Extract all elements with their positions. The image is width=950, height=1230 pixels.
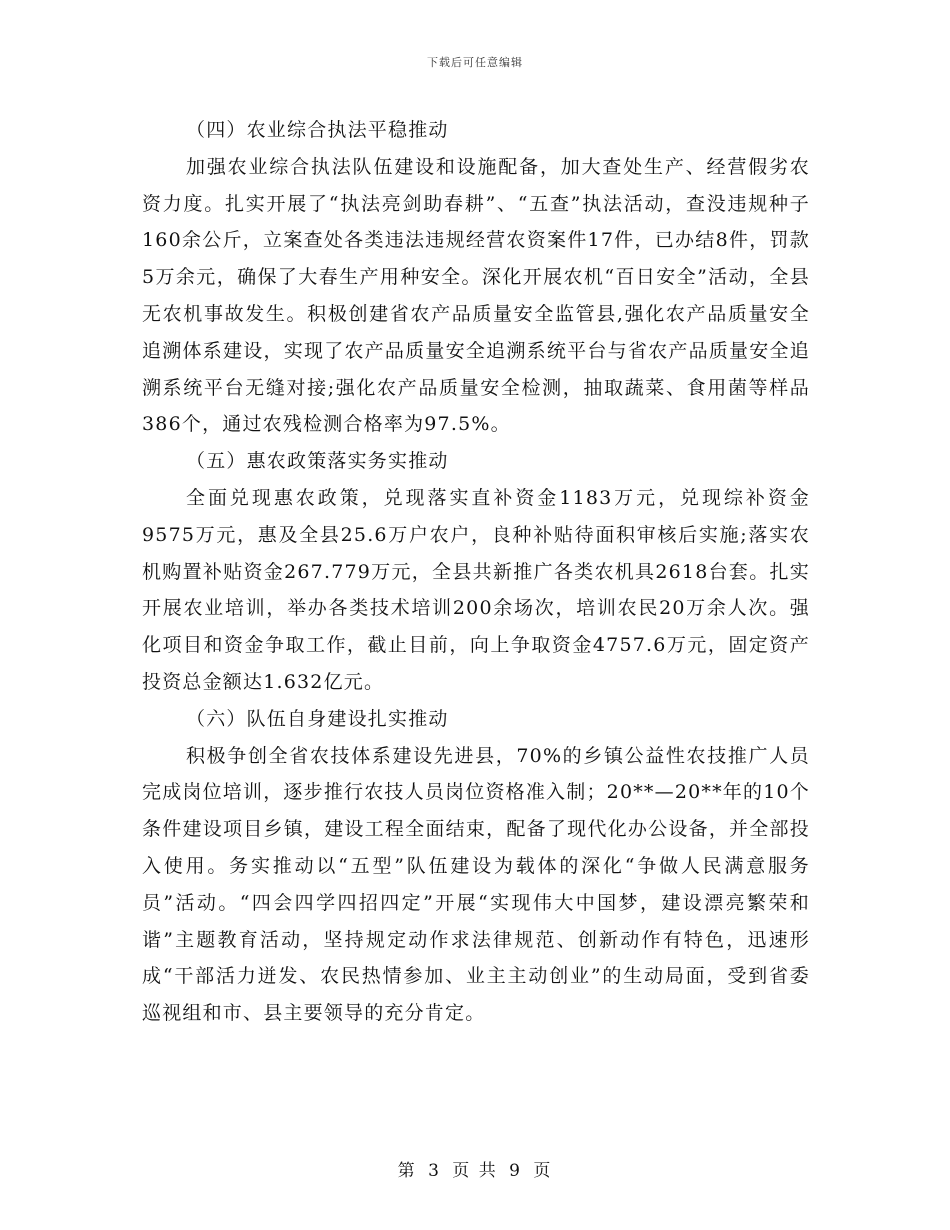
download-note: 下载后可任意编辑 <box>427 56 523 69</box>
document-body <box>142 112 810 1032</box>
total-page-count: 9 <box>509 1161 522 1181</box>
footer-prefix: 第 <box>397 1161 417 1181</box>
section-heading-6: （六）队伍自身建设扎实推动 <box>186 707 449 730</box>
footer-middle: 页 共 <box>452 1161 498 1181</box>
footer-suffix: 页 <box>533 1161 553 1181</box>
page-footer <box>0 1156 950 1181</box>
section-heading-4: （四）农业综合执法平稳推动 <box>186 119 449 141</box>
current-page-number: 3 <box>428 1161 441 1181</box>
section-paragraph-5: 全面兑现惠农政策，兑现落实直补资金1183万元，兑现综补资金9575万元，惠及全县25.6万户农户，良种补贴待面积审核后实施;落实农机购置补贴资金267.779万元，全县共新推广各类农机具2618台套。扎实开展农业培训，举办各类技术培训200余场次，培训农民20万余人次。强化项目和资金争取工作，截止目前，向上争取资金4757.6万元，固定资产投资总金额达1.632亿元。 <box>142 486 810 693</box>
section-heading-5: （五）惠农政策落实务实推动 <box>186 450 449 473</box>
section-paragraph-6: 积极争创全省农技体系建设先进县，70%的乡镇公益性农技推广人员完成岗位培训，逐步推行农技人员岗位资格准入制；20**—20**年的10个条件建设项目乡镇，建设工程全面结束，配备了现代化办公设备，并全部投入使用。务实推动以“五型”队伍建设为载体的深化“争做人民满意服务员”活动。“四会四学四招四定”开展“实现伟大中国梦，建设漂亮繁荣和谐”主题教育活动，坚持规定动作求法律规范、创新动作有特色，迅速形成“干部活力迸发、农民热情参加、业主主动创业”的生动局面，受到省委巡视组和市、县主要领导的充分肯定。 <box>142 744 810 1025</box>
section-paragraph-4: 加强农业综合执法队伍建设和设施配备，加大查处生产、经营假劣农资力度。扎实开展了“执法亮剑助春耕”、“五查”执法活动，查没违规种子160余公斤，立案查处各类违法违规经营农资案件17件，已办结8件，罚款5万余元，确保了大春生产用种安全。深化开展农机“百日安全”活动，全县无农机事故发生。积极创建省农产品质量安全监管县,强化农产品质量安全追溯体系建设，实现了农产品质量安全追溯系统平台与省农产品质量安全追溯系统平台无缝对接;强化农产品质量安全检测，抽取蔬菜、食用菌等样品386个，通过农残检测合格率为97.5%。 <box>142 155 810 436</box>
